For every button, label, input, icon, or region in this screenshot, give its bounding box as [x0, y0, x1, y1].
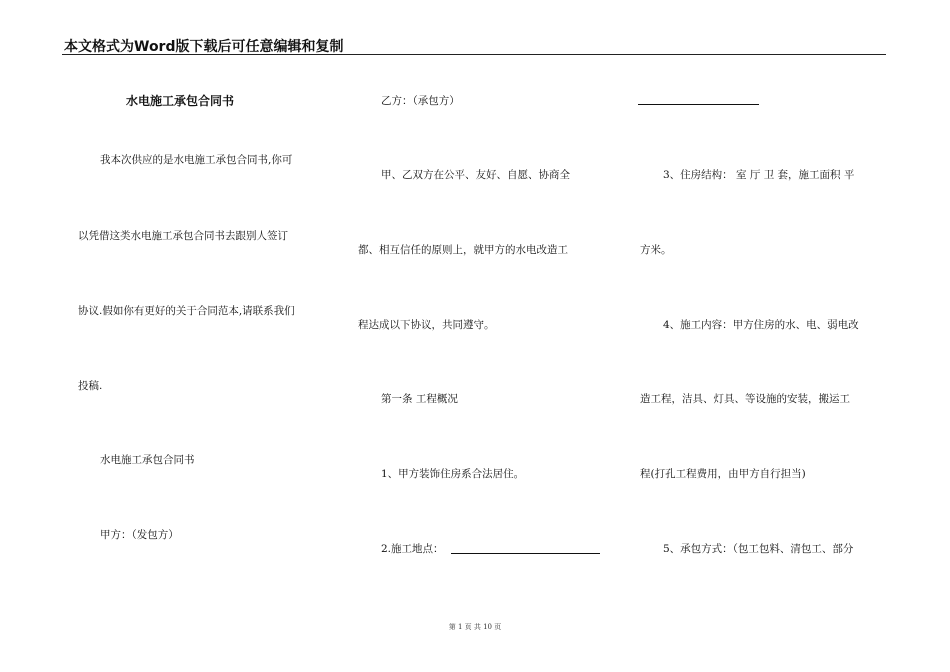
page-number-footer: 第 1 页 共 10 页 — [448, 623, 502, 631]
document-header-title: 本文格式为Word版下载后可任意编辑和复制 — [64, 39, 344, 55]
item-2-text: 2.施工地点： — [381, 543, 444, 555]
item-3-line-2: 方米。 — [640, 244, 672, 256]
item-4-line-3: 程(打孔工程费用，由甲方自行担当) — [640, 468, 806, 480]
party-b-label: 乙方：（承包方） — [381, 95, 460, 107]
item-3-line-1: 3、住房结构： 室 厅 卫 套，施工面积 平 — [663, 169, 855, 181]
preamble-line-1: 甲、乙双方在公平、友好、自愿、协商全 — [381, 169, 570, 181]
item-4-line-2: 造工程，洁具、灯具、等设施的安装，搬运工 — [640, 393, 850, 405]
preamble-line-2: 都、相互信任的原则上，就甲方的水电改造工 — [358, 244, 568, 256]
intro-line-3: 协议.假如你有更好的关于合同范本,请联系我们 — [78, 305, 295, 317]
item-4-line-1: 4、施工内容：甲方住房的水、电、弱电改 — [663, 319, 859, 331]
intro-line-4: 投稿. — [78, 380, 103, 392]
item-5-line-1: 5、承包方式：（包工包料、清包工、部分 — [663, 543, 854, 555]
contract-title: 水电施工承包合同书 — [126, 94, 235, 108]
preamble-line-3: 程达成以下协议，共同遵守。 — [358, 319, 495, 331]
intro-line-2: 以凭借这类水电施工承包合同书去跟别人签订 — [78, 230, 288, 242]
party-a-label: 甲方：（发包方） — [100, 529, 179, 541]
intro-line-1: 我本次供应的是水电施工承包合同书,你可 — [100, 154, 293, 166]
construction-site-blank — [451, 553, 600, 554]
contract-subtitle: 水电施工承包合同书 — [100, 454, 195, 466]
article-1-heading: 第一条 工程概况 — [381, 393, 458, 405]
header-divider — [62, 54, 886, 55]
item-1-text: 1、甲方装饰住房系合法居住。 — [381, 468, 525, 480]
party-b-name-blank — [638, 104, 759, 105]
